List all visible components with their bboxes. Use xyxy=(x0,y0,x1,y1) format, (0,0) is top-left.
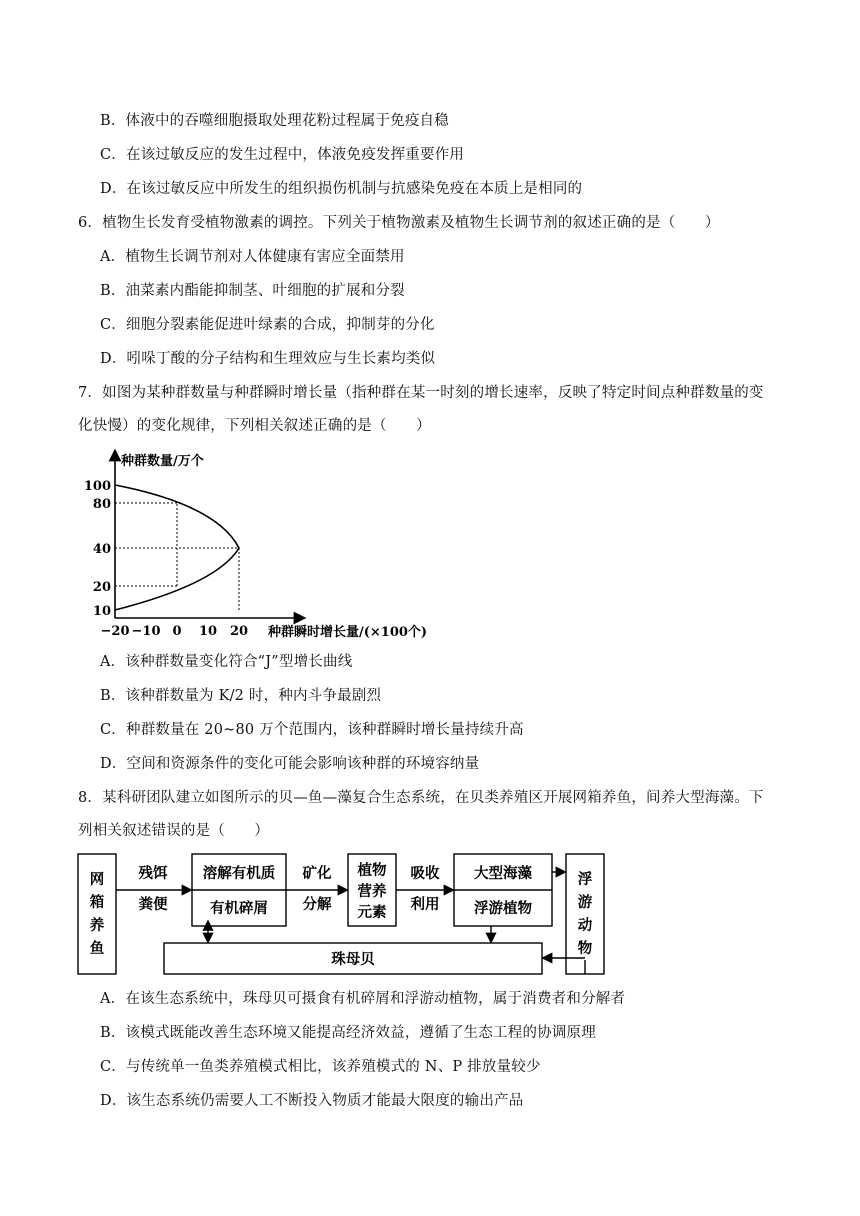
fish-cage-char-1: 网 xyxy=(89,871,105,888)
population-chart xyxy=(78,443,450,643)
chart-y-tick-40: 40 xyxy=(92,542,111,557)
absorb-label-2: 利用 xyxy=(410,896,440,913)
q5-option-b: B．体液中的吞噬细胞摄取处理花粉过程属于免疫自稳 xyxy=(100,113,449,129)
q6-stem: 6．植物生长发育受植物激素的调控。下列关于植物激素及植物生长调节剂的叙述正确的是（ ） xyxy=(78,215,720,231)
q6-option-a: A．植物生长调节剂对人体健康有害应全面禁用 xyxy=(100,249,405,265)
chart-y-tick-80: 80 xyxy=(92,497,111,512)
q8-stem-line1: 8．某科研团队建立如图所示的贝—鱼—藻复合生态系统，在贝类养殖区开展网箱养鱼，间养大型海藻。下 xyxy=(78,790,764,806)
q5-option-d: D．在该过敏反应中所发生的组织损伤机制与抗感染免疫在本质上是相同的 xyxy=(100,181,583,197)
pearl-oyster-label: 珠母贝 xyxy=(331,951,375,968)
chart-x-tick--20: −20 xyxy=(100,624,130,639)
q8-option-c: C．与传统单一鱼类养殖模式相比，该养殖模式的 N、P 排放量较少 xyxy=(100,1059,541,1075)
residue-label-2: 粪便 xyxy=(138,896,168,913)
chart-y-axis-label: 种群数量/万个 xyxy=(121,454,204,469)
q8-stem-line2: 列相关叙述错误的是（ ） xyxy=(78,823,270,839)
nutrient-label-2: 营养 xyxy=(357,883,387,900)
q6-option-d: D．吲哚丁酸的分子结构和生理效应与生长素均类似 xyxy=(100,351,436,367)
plants-bottom-label: 浮游植物 xyxy=(474,900,532,917)
zooplankton-char-4: 物 xyxy=(577,940,593,957)
chart-x-tick-20: 20 xyxy=(229,624,249,639)
chart-x-tick--10: −10 xyxy=(131,624,161,639)
fish-cage-char-2: 箱 xyxy=(89,894,105,911)
chart-y-tick-10: 10 xyxy=(92,604,111,619)
q7-option-c: C．种群数量在 20~80 万个范围内，该种群瞬时增长量持续升高 xyxy=(100,722,524,738)
mineral-label-2: 分解 xyxy=(302,896,332,913)
q6-option-c: C．细胞分裂素能促进叶绿素的合成，抑制芽的分化 xyxy=(100,317,435,333)
q8-option-a: A．在该生态系统中，珠母贝可摄食有机碎屑和浮游动植物，属于消费者和分解者 xyxy=(100,991,626,1007)
q7-stem-line2: 化快慢）的变化规律，下列相关叙述正确的是（ ） xyxy=(78,418,431,434)
ecosystem-diagram xyxy=(76,848,610,980)
q7-option-b: B．该种群数量为 K/2 时，种内斗争最剧烈 xyxy=(100,688,382,704)
chart-x-axis-label: 种群瞬时增长量/(×100个) xyxy=(268,625,428,640)
nutrient-label-3: 元素 xyxy=(357,904,387,921)
fish-cage-char-4: 鱼 xyxy=(89,940,105,957)
zooplankton-char-3: 动 xyxy=(577,917,593,934)
chart-y-tick-100: 100 xyxy=(83,479,111,494)
q8-option-d: D．该生态系统仍需要人工不断投入物质才能最大限度的输出产品 xyxy=(100,1093,524,1109)
fish-cage-char-3: 养 xyxy=(89,917,105,934)
chart-x-tick-0: 0 xyxy=(172,624,182,639)
q7-option-d: D．空间和资源条件的变化可能会影响该种群的环境容纳量 xyxy=(100,756,480,772)
q7-stem-line1: 7．如图为某种群数量与种群瞬时增长量（指种群在某一时刻的增长速率，反映了特定时间点种群数量的变 xyxy=(78,385,764,401)
nutrient-label-1: 植物 xyxy=(357,862,387,879)
organic-bottom-label: 有机碎屑 xyxy=(210,900,268,917)
organic-top-label: 溶解有机质 xyxy=(202,865,276,882)
mineral-label-1: 矿化 xyxy=(302,865,332,882)
q8-option-b: B．该模式既能改善生态环境又能提高经济效益，遵循了生态工程的协调原理 xyxy=(100,1025,596,1041)
q6-option-b: B．油菜素内酯能抑制茎、叶细胞的扩展和分裂 xyxy=(100,283,405,299)
absorb-label-1: 吸收 xyxy=(410,865,440,882)
residue-label-1: 残饵 xyxy=(138,865,168,882)
chart-y-tick-20: 20 xyxy=(92,580,111,595)
chart-x-tick-10: 10 xyxy=(198,624,218,639)
zooplankton-char-1: 浮 xyxy=(577,871,593,888)
q7-option-a: A．该种群数量变化符合“J”型增长曲线 xyxy=(100,654,353,670)
q5-option-c: C．在该过敏反应的发生过程中，体液免疫发挥重要作用 xyxy=(100,147,465,163)
plants-top-label: 大型海藻 xyxy=(474,865,532,882)
zooplankton-char-2: 游 xyxy=(577,894,593,911)
